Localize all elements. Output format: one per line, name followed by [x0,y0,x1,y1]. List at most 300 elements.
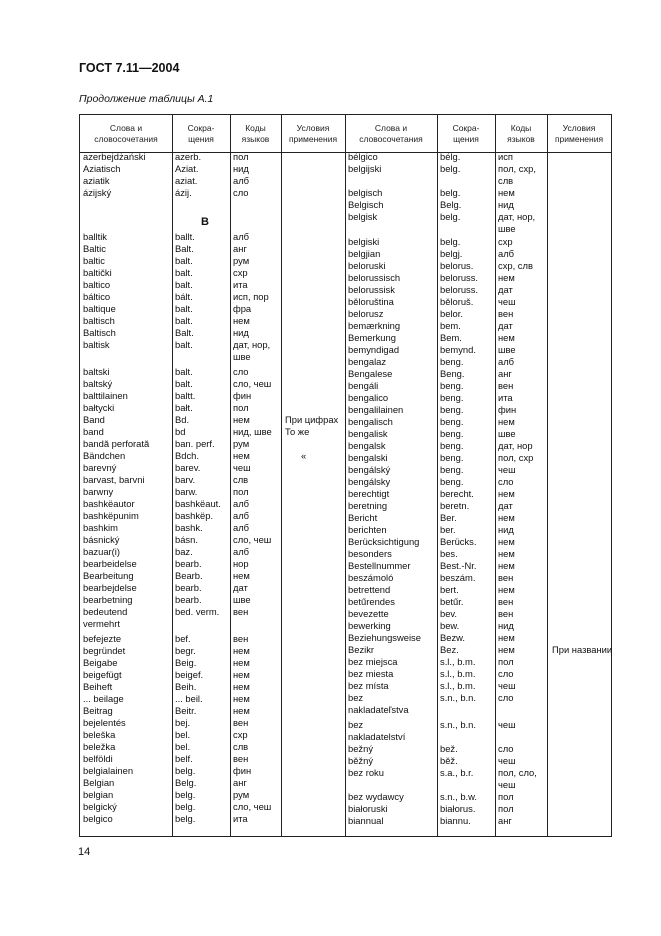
abbr-cell-left: Beitr. [175,705,197,716]
abbr-cell-left: Bearb. [175,570,203,581]
col-divider [345,115,346,836]
code-cell-right: нем [498,536,515,547]
word-cell-right: belgiski [348,236,380,247]
abbr-cell-right: beng. [440,440,464,451]
col-divider [281,115,282,836]
code-cell-right: алб [498,248,515,259]
code-cell-right: дат, нор, [498,211,536,222]
section-letter: B [201,216,209,228]
word-cell-left: balttilainen [83,390,128,401]
word-cell-left: bashkim [83,522,118,533]
abbr-cell-right: beng. [440,404,464,415]
word-cell-right: bez miesta [348,668,394,679]
word-cell-right: nakladatelství [348,731,406,742]
word-cell-right: biannual [348,815,384,826]
condition-cell-left: « [301,450,307,461]
word-cell-right: bengalilainen [348,404,404,415]
abbr-cell-right: beng. [440,416,464,427]
word-cell-right: běloruština [348,296,394,307]
abbr-cell-right: Beng. [440,368,465,379]
code-cell-left: шве [233,351,251,362]
code-cell-left: пол [233,151,249,162]
abbr-cell-left: balt. [175,267,193,278]
word-cell-right: Berücksichtigung [348,536,420,547]
code-cell-right: шве [498,428,516,439]
abbr-cell-left: beigef. [175,669,204,680]
code-cell-right: шве [498,344,516,355]
abbr-cell-left: bej. [175,717,191,728]
abbr-cell-right: Berücks. [440,536,477,547]
code-cell-left: сло, чеш [233,534,272,545]
code-cell-right: нид [498,524,514,535]
code-cell-right: ита [498,392,513,403]
word-cell-right: bélgico [348,151,378,162]
abbr-cell-left: bd [175,426,186,437]
abbr-cell-left: aziat. [175,175,198,186]
code-cell-left: алб [233,498,250,509]
code-cell-left: нем [233,693,250,704]
word-cell-left: Baltisch [83,327,116,338]
code-cell-left: ита [233,279,248,290]
abbr-cell-left: baltt. [175,390,196,401]
code-cell-left: нем [233,681,250,692]
abbr-cell-right: Best.-Nr. [440,560,477,571]
code-cell-right: фин [498,404,517,415]
code-cell-left: нид, шве [233,426,272,437]
abbr-cell-right: beng. [440,452,464,463]
word-cell-left: ázijský [83,187,112,198]
word-cell-left: beležka [83,741,116,752]
word-cell-left: Bearbeitung [83,570,134,581]
word-cell-left: belföldi [83,753,113,764]
word-cell-right: belgjian [348,248,381,259]
header-abbr-right: Сокра- щения [452,122,480,144]
code-cell-right: дат [498,500,513,511]
abbr-cell-left: bef. [175,633,191,644]
abbr-cell-left: belg. [175,801,196,812]
abbr-cell-right: s.a., b.r. [440,767,474,778]
word-cell-left: Belgian [83,777,115,788]
word-cell-right: Bericht [348,512,378,523]
word-cell-right: bengalico [348,392,389,403]
abbr-cell-left: ban. perf. [175,438,215,449]
code-cell-left: вен [233,606,249,617]
abbr-cell-right: beretn. [440,500,470,511]
page-number: 14 [78,846,91,858]
code-cell-left: рум [233,255,250,266]
code-cell-right: вен [498,572,514,583]
word-cell-right: belorussisch [348,272,401,283]
word-cell-right: beszámoló [348,572,394,583]
abbr-cell-left: bearb. [175,558,202,569]
code-cell-right: чеш [498,755,516,766]
abbr-cell-right: ber. [440,524,456,535]
condition-cell-right: При названии [552,644,613,655]
abbr-cell-right: Belg. [440,199,462,210]
code-cell-left: нем [233,705,250,716]
abbr-cell-right: betűr. [440,596,464,607]
word-cell-right: Beziehungsweise [348,632,421,643]
abbr-cell-right: s.n., b.n. [440,692,476,703]
code-cell-left: исп, пор [233,291,269,302]
abbr-cell-right: bes. [440,548,458,559]
word-cell-right: bengalaz [348,356,387,367]
code-cell-right: нем [498,512,515,523]
abbr-cell-right: beloruss. [440,284,479,295]
word-cell-right: beretning [348,500,388,511]
word-cell-left: belgian [83,789,114,800]
word-cell-left: belgický [83,801,117,812]
abbr-cell-left: bearb. [175,594,202,605]
code-cell-right: сло [498,668,514,679]
abbr-cell-right: Bez. [440,644,459,655]
word-cell-right: belgijski [348,163,382,174]
word-cell-left: Band [83,414,105,425]
word-cell-right: bez [348,719,364,730]
code-cell-left: нем [233,669,250,680]
abbr-cell-right: bem. [440,320,461,331]
abbr-cell-right: bev. [440,608,458,619]
abbr-cell-left: belg. [175,765,196,776]
code-cell-right: сло [498,743,514,754]
code-cell-right: схр [498,236,513,247]
word-cell-left: baltico [83,279,111,290]
abbr-cell-left: bałt. [175,402,193,413]
word-cell-left: bandă perforată [83,438,150,449]
code-cell-left: алб [233,510,250,521]
abbr-cell-left: balt. [175,255,193,266]
abbr-cell-left: bearb. [175,582,202,593]
condition-cell-left: При цифрах [285,414,339,425]
code-cell-left: анг [233,243,247,254]
word-cell-right: belorussisk [348,284,395,295]
code-cell-left: нид [233,163,249,174]
abbr-cell-right: beloruss. [440,272,479,283]
code-cell-right: нем [498,187,515,198]
word-cell-left: Baltic [83,243,106,254]
abbr-cell-right: berecht. [440,488,474,499]
code-cell-left: вен [233,633,249,644]
abbr-cell-left: belf. [175,753,193,764]
code-cell-left: пол [233,486,249,497]
code-cell-right: алб [498,356,515,367]
col-divider [495,115,496,836]
code-cell-right: нем [498,584,515,595]
code-cell-right: пол [498,656,514,667]
word-cell-left: baltisk [83,339,110,350]
code-cell-right: пол [498,791,514,802]
word-cell-right: bengalski [348,452,388,463]
code-cell-right: анг [498,368,512,379]
abbr-cell-right: Bem. [440,332,462,343]
code-cell-right: нид [498,199,514,210]
word-cell-left: Beiheft [83,681,113,692]
abbr-cell-left: bel. [175,729,191,740]
abbr-cell-left: barev. [175,462,201,473]
abbr-cell-left: barw. [175,486,198,497]
code-cell-left: алб [233,231,250,242]
word-cell-left: beleška [83,729,116,740]
word-cell-right: bevezette [348,608,389,619]
code-cell-left: вен [233,717,249,728]
word-cell-right: Bestellnummer [348,560,411,571]
code-cell-right: нем [498,488,515,499]
code-cell-right: чеш [498,464,516,475]
code-cell-left: дат [233,582,248,593]
abbr-cell-left: bashk. [175,522,203,533]
word-cell-right: betrettend [348,584,391,595]
code-cell-left: нем [233,657,250,668]
word-cell-right: belorusz [348,308,384,319]
word-cell-right: bengalisch [348,416,393,427]
code-cell-right: нем [498,560,515,571]
word-cell-left: aziatik [83,175,110,186]
abbr-cell-right: bež. [440,743,458,754]
abbr-cell-right: s.n., b.w. [440,791,477,802]
code-cell-left: нем [233,315,250,326]
code-cell-right: шве [498,223,516,234]
abbr-cell-left: barv. [175,474,196,485]
abbr-cell-left: belg. [175,813,196,824]
word-cell-right: nakladateľstva [348,704,409,715]
word-cell-left: vermehrt [83,618,120,629]
code-cell-right: дат [498,284,513,295]
code-cell-right: вен [498,608,514,619]
code-cell-left: слв [233,474,249,485]
abbr-cell-left: Balt. [175,327,194,338]
word-cell-right: Bemerkung [348,332,396,343]
abbr-cell-left: balt. [175,366,193,377]
abbr-cell-right: biannu. [440,815,471,826]
word-cell-right: bemærkning [348,320,401,331]
word-cell-left: bejelentés [83,717,126,728]
code-cell-left: нор [233,558,249,569]
code-cell-right: сло [498,692,514,703]
word-cell-left: baltički [83,267,112,278]
word-cell-left: bałtycki [83,402,115,413]
code-cell-right: сло [498,476,514,487]
header-codes-right: Коды языков [507,122,535,144]
word-cell-left: befejezte [83,633,122,644]
code-cell-right: нем [498,644,515,655]
code-cell-left: нем [233,645,250,656]
table-caption: Продолжение таблицы А.1 [79,93,214,105]
abbr-cell-left: balt. [175,303,193,314]
abbr-cell-left: básn. [175,534,198,545]
word-cell-left: belgialainen [83,765,134,776]
code-cell-left: нем [233,570,250,581]
abbr-cell-right: belg. [440,163,461,174]
abbr-cell-left: Bd. [175,414,190,425]
abbr-cell-right: belorus. [440,260,474,271]
abbr-cell-right: bemynd. [440,344,476,355]
word-cell-right: bežný [348,743,374,754]
col-divider [172,115,173,836]
abbr-cell-right: belg. [440,187,461,198]
word-cell-right: Belgisch [348,199,384,210]
abbr-cell-left: Beih. [175,681,197,692]
abbr-cell-right: belg. [440,211,461,222]
word-cell-right: bez miejsca [348,656,398,667]
code-cell-right: нид [498,620,514,631]
code-cell-left: нид [233,327,249,338]
code-cell-right: пол [498,803,514,814]
code-cell-right: вен [498,380,514,391]
word-cell-right: bez roku [348,767,384,778]
header-codes-left: Коды языков [241,122,270,144]
word-cell-right: belgisk [348,211,378,222]
code-cell-left: рум [233,438,250,449]
abbr-cell-right: beng. [440,476,464,487]
code-cell-right: чеш [498,680,516,691]
code-cell-left: фра [233,303,252,314]
word-cell-right: bemyndigad [348,344,400,355]
word-cell-left: azerbejdżański [83,151,146,162]
abbr-cell-right: bélg. [440,151,461,162]
word-cell-left: beigefügt [83,669,122,680]
abbr-cell-left: bed. verm. [175,606,220,617]
word-cell-right: Bezikr [348,644,375,655]
word-cell-right: Bengalese [348,368,393,379]
abbr-cell-right: beng. [440,428,464,439]
code-cell-right: чеш [498,296,516,307]
header-cond-right: Условия применения [554,122,604,144]
abbr-cell-right: beng. [440,464,464,475]
code-cell-left: схр [233,267,248,278]
header-cond-left: Условия применения [288,122,338,144]
word-cell-right: bez wydawcy [348,791,404,802]
word-cell-left: band [83,426,104,437]
abbr-cell-left: Aziat. [175,163,199,174]
abbr-cell-left: ázij. [175,187,192,198]
abbr-cell-left: bashkëp. [175,510,214,521]
code-cell-left: схр [233,729,248,740]
abbr-cell-left: belg. [175,789,196,800]
word-cell-right: betűrendes [348,596,395,607]
word-cell-right: besonders [348,548,392,559]
word-cell-left: baltski [83,366,110,377]
abbr-cell-right: Ber. [440,512,457,523]
abbr-cell-right: beng. [440,392,464,403]
header-words-right: Слова и словосочетания [359,122,423,144]
abbr-cell-right: běž. [440,755,458,766]
code-cell-left: анг [233,777,247,788]
word-cell-left: básnický [83,534,120,545]
code-cell-left: дат, нор, [233,339,271,350]
code-cell-left: нем [233,414,250,425]
word-cell-right: berichten [348,524,387,535]
abbr-cell-left: ... beil. [175,693,203,704]
code-cell-right: пол, сло, [498,767,537,778]
word-cell-right: berechtigt [348,488,390,499]
abbr-cell-left: Belg. [175,777,197,788]
word-cell-left: bazuar(i) [83,546,120,557]
abbr-cell-left: begr. [175,645,196,656]
code-cell-right: схр, слв [498,260,533,271]
code-cell-left: пол [233,402,249,413]
code-cell-left: вен [233,753,249,764]
word-cell-left: baltisch [83,315,115,326]
code-cell-right: нем [498,632,515,643]
code-cell-left: рум [233,789,250,800]
word-cell-left: Bändchen [83,450,126,461]
abbr-cell-left: balt. [175,339,193,350]
abbr-cell-right: bew. [440,620,460,631]
abbr-cell-left: bashkëaut. [175,498,221,509]
word-cell-right: belgisch [348,187,383,198]
abbr-cell-left: balt. [175,378,193,389]
word-cell-left: baltique [83,303,116,314]
code-cell-left: сло, чеш [233,378,272,389]
word-cell-left: balltik [83,231,107,242]
code-cell-left: чеш [233,462,251,473]
code-cell-right: нем [498,332,515,343]
col-divider [547,115,548,836]
abbr-cell-right: bert. [440,584,459,595]
code-cell-left: сло [233,366,249,377]
word-cell-left: Beigabe [83,657,118,668]
word-cell-right: bengalisk [348,428,388,439]
code-cell-right: нем [498,548,515,559]
abbr-cell-left: bált. [175,291,193,302]
abbr-cell-right: běloruš. [440,296,474,307]
abbr-cell-left: ballt. [175,231,195,242]
code-cell-right: вен [498,308,514,319]
abbr-cell-right: beszám. [440,572,476,583]
word-cell-right: běžný [348,755,374,766]
code-cell-right: анг [498,815,512,826]
code-cell-left: нем [233,450,250,461]
word-cell-right: bengálský [348,464,391,475]
code-cell-left: ита [233,813,248,824]
abbr-cell-right: belgj. [440,248,463,259]
abbr-cell-left: Balt. [175,243,194,254]
word-cell-left: belgico [83,813,113,824]
word-cell-right: bengálsky [348,476,391,487]
word-cell-left: barvast, barvni [83,474,145,485]
abbr-cell-right: belg. [440,236,461,247]
abbr-cell-right: s.l., b.m. [440,680,476,691]
col-divider [437,115,438,836]
code-cell-right: дат [498,320,513,331]
abbr-cell-right: s.n., b.n. [440,719,476,730]
code-cell-left: фин [233,390,252,401]
abbr-cell-right: białorus. [440,803,476,814]
code-cell-left: сло, чеш [233,801,272,812]
word-cell-left: barevný [83,462,117,473]
code-cell-right: чеш [498,719,516,730]
code-cell-left: алб [233,546,250,557]
code-cell-right: пол, схр, [498,163,536,174]
word-cell-left: ... beilage [83,693,124,704]
word-cell-left: begründet [83,645,126,656]
word-cell-left: Beitrag [83,705,113,716]
code-cell-right: исп [498,151,514,162]
word-cell-left: Aziatisch [83,163,121,174]
abbr-cell-left: balt. [175,315,193,326]
word-cell-right: białoruski [348,803,388,814]
word-cell-right: bewerking [348,620,391,631]
condition-cell-left: То же [285,426,310,437]
abbr-cell-right: s.l., b.m. [440,656,476,667]
code-cell-right: дат, нор [498,440,533,451]
page-header: ГОСТ 7.11—2004 [79,61,180,75]
word-cell-right: bez [348,692,364,703]
code-cell-left: слв [233,741,249,752]
col-divider [230,115,231,836]
word-cell-left: bedeutend [83,606,128,617]
abbr-cell-left: azerb. [175,151,202,162]
